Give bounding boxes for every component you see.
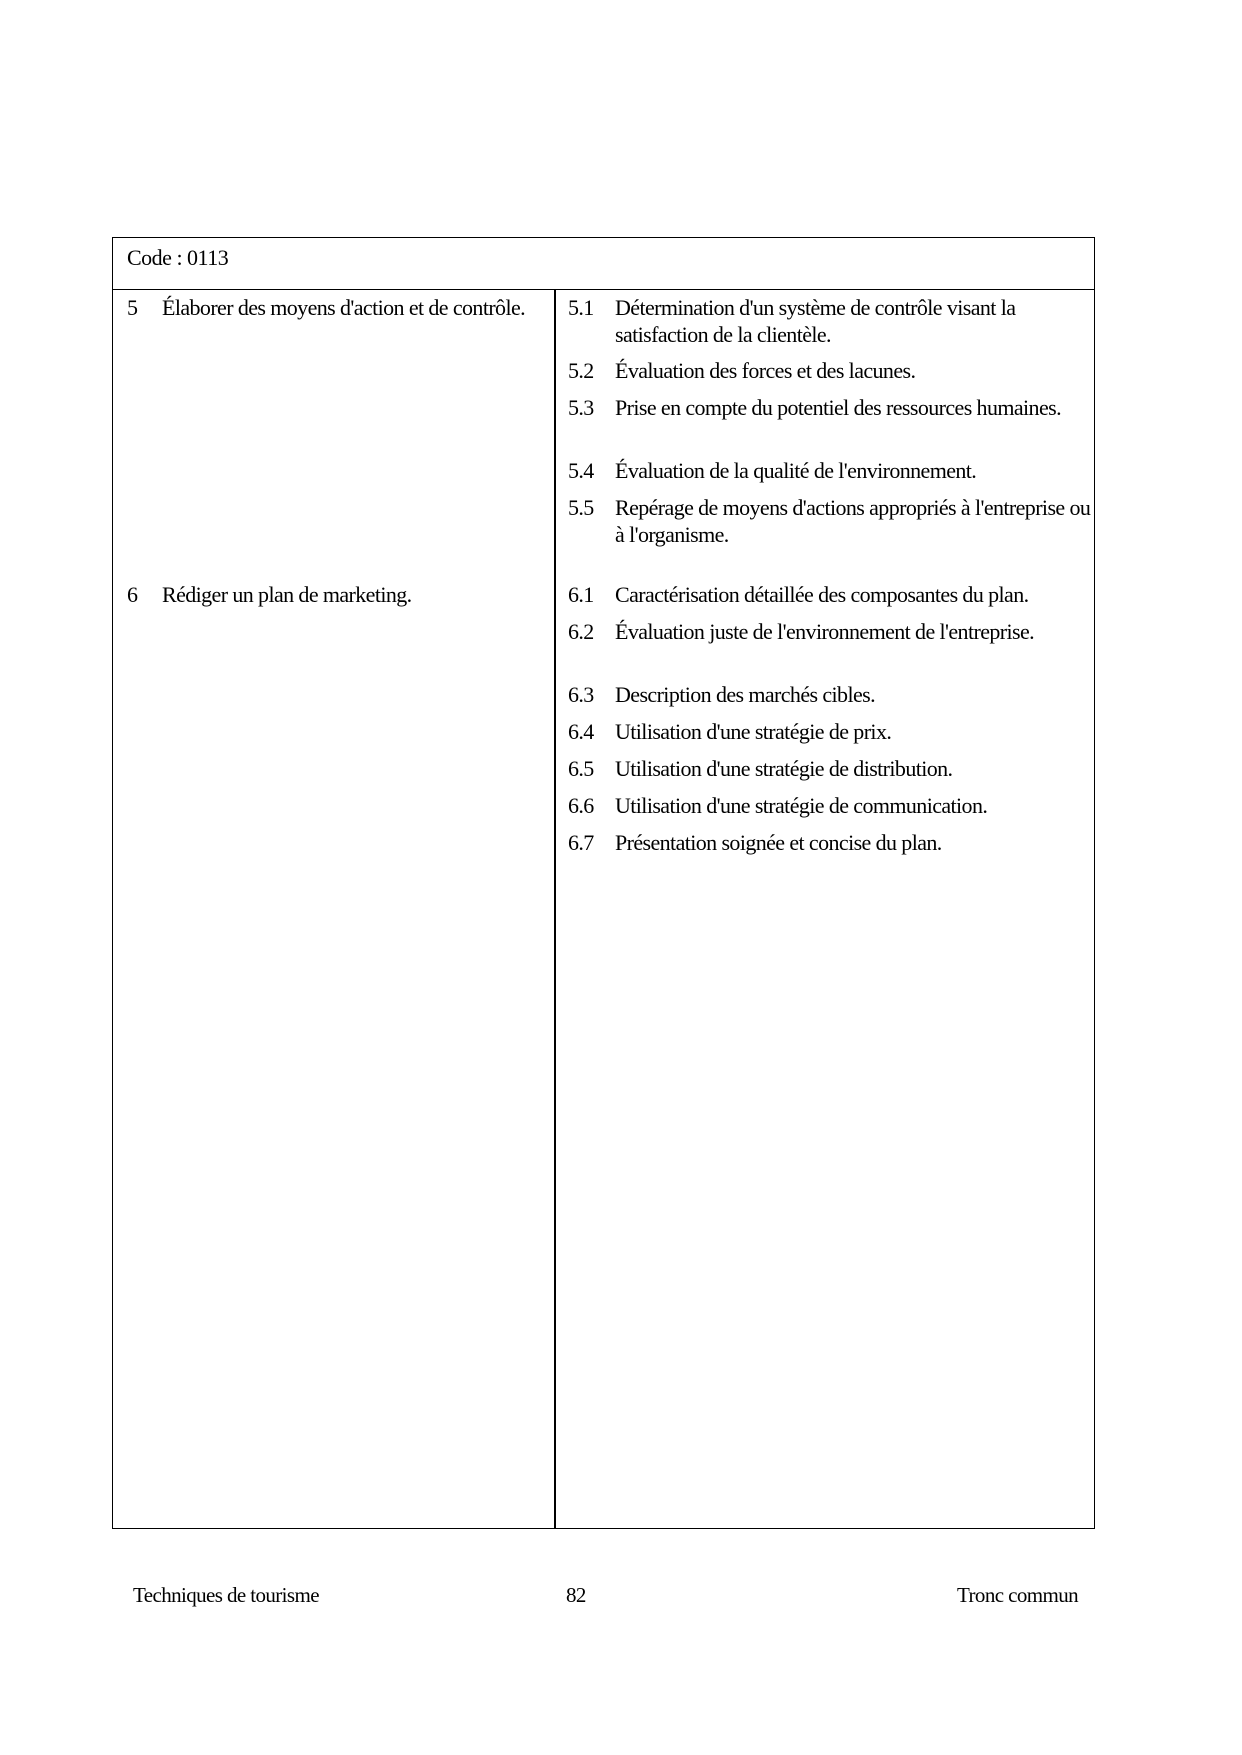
criterion-number: 6.7 <box>568 830 594 855</box>
criterion-number: 5.1 <box>568 295 594 320</box>
element-number: 6 <box>127 582 138 607</box>
element-text: Rédiger un plan de marketing. <box>162 582 412 607</box>
element-text: Élaborer des moyens d'action et de contrôle. <box>162 295 526 320</box>
criterion-text: Évaluation de la qualité de l'environnement. <box>615 458 977 483</box>
code-row <box>113 238 1094 290</box>
criterion-number: 5.5 <box>568 495 594 520</box>
criterion-number: 5.3 <box>568 395 594 420</box>
criterion-number: 6.4 <box>568 719 594 744</box>
criterion-text: Utilisation d'une stratégie de prix. <box>615 719 892 744</box>
column-divider <box>554 290 556 1529</box>
criterion-number: 5.4 <box>568 458 594 483</box>
criterion-text: Repérage de moyens d'actions appropriés à l'entreprise ou à l'organisme. <box>615 495 1091 547</box>
criterion-text: Utilisation d'une stratégie de distribution. <box>615 756 953 781</box>
criterion-number: 5.2 <box>568 358 594 383</box>
element-number: 5 <box>127 295 138 320</box>
criterion-number: 6.1 <box>568 582 594 607</box>
criterion-number: 6.2 <box>568 619 594 644</box>
criterion-text: Description des marchés cibles. <box>615 682 875 707</box>
criterion-text: Caractérisation détaillée des composantes du plan. <box>615 582 1029 607</box>
criterion-number: 6.6 <box>568 793 594 818</box>
page-number: 82 <box>566 1583 586 1607</box>
criterion-text: Évaluation des forces et des lacunes. <box>615 358 916 383</box>
code-label: Code : 0113 <box>127 245 229 270</box>
criterion-number: 6.3 <box>568 682 594 707</box>
footer-program: Techniques de tourisme <box>133 1583 319 1607</box>
competency-table <box>112 237 1095 1529</box>
criterion-text: Prise en compte du potentiel des ressources humaines. <box>615 395 1061 420</box>
criterion-text: Évaluation juste de l'environnement de l'entreprise. <box>615 619 1035 644</box>
footer-section: Tronc commun <box>957 1583 1078 1607</box>
criterion-text: Présentation soignée et concise du plan. <box>615 830 942 855</box>
criterion-number: 6.5 <box>568 756 594 781</box>
criterion-text: Utilisation d'une stratégie de communication. <box>615 793 988 818</box>
criterion-text: Détermination d'un système de contrôle visant la satisfaction de la clientèle. <box>615 295 1016 347</box>
